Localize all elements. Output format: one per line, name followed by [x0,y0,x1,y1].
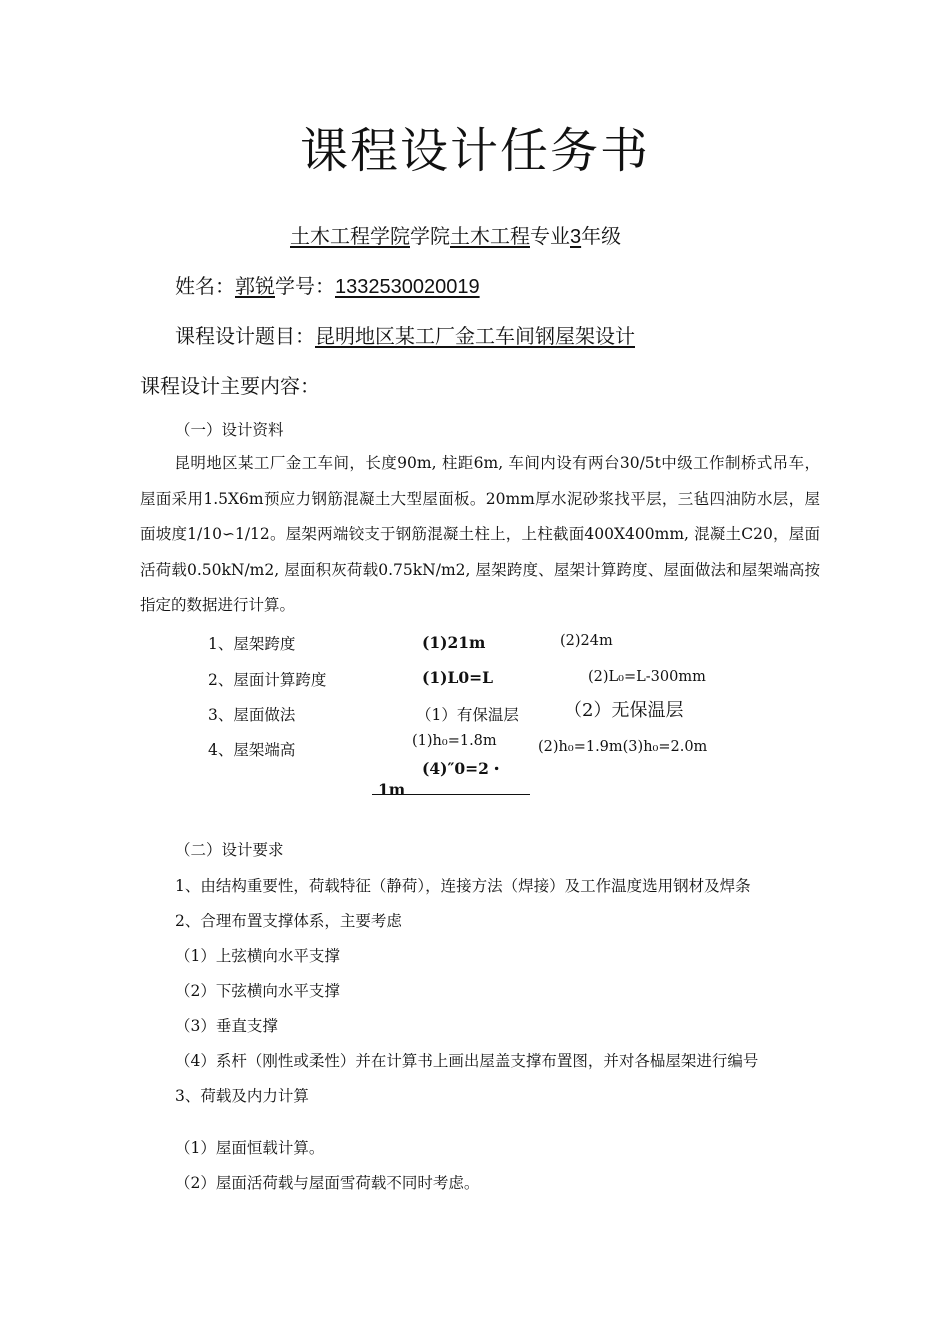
topic-value: 昆明地区某工厂金工车间钢屋架设计 [315,324,635,348]
major-name: 土木工程 [450,224,530,248]
list-item: （3）垂直支撑 [175,1017,278,1035]
param-option: （2）无保温层 [564,700,684,721]
param-label: 1、屋架跨度 [208,635,296,653]
main-content-heading: 课程设计主要内容： [140,374,320,398]
param-label: 3、屋面做法 [208,706,296,724]
param-option: (1)h₀=1.8m [412,733,497,749]
school-name: 土木工程学院 [290,224,410,248]
list-item: 2、合理布置支撑体系，主要考虑 [175,912,402,930]
underline-divider [372,794,530,795]
student-id: 1332530020019 [335,276,480,298]
section1-paragraph-text: 昆明地区某工厂金工车间，长度90m, 柱距6m, 车间内设有两台30/5t中级工作制桥式吊车，屋面采用1.5X6m预应力钢筋混凝土大型屋面板。20mm厚水泥砂浆找平层，三毡四油防水层，屋面坡度1/10∽1/12。屋架两端铰支于钢筋混凝土柱上，上柱截面400X400mm, 混凝土C20，屋面活荷载0.50kN/m2, 屋面积灰荷载0.75kN/m2, 屋架跨度、屋架计算跨度、屋面做法和屋架端高按指定的数据进行计算。 [140,454,820,614]
name-label: 姓名： [175,274,235,298]
class-info-line [290,220,621,249]
section1-paragraph [140,446,820,624]
list-item: （1）屋面恒载计算。 [175,1139,325,1157]
section2-heading: （二）设计要求 [175,841,284,859]
student-name: 郭锐 [235,274,275,298]
grade-suffix: 年级 [581,224,622,248]
param-option: (2)L₀=L-300mm [588,669,706,685]
param-label: 4、屋架端高 [208,741,296,759]
param-option: (1)L0=L [422,668,494,687]
school-suffix: 学院 [410,224,450,248]
student-line [175,270,480,299]
param-option: (1)21m [422,633,486,652]
list-item: （4）系杆（刚性或柔性）并在计算书上画出屋盖支撑布置图，并对各榀屋架进行编号 [175,1052,759,1070]
document-title: 课程设计任务书 [299,123,650,179]
param-option: （1）有保温层 [416,706,519,724]
major-suffix: 专业 [530,224,570,248]
topic-line [175,320,635,349]
param-option: (2)24m [560,633,613,649]
param-option: (4)″0=2・ [422,759,505,778]
topic-label: 课程设计题目： [175,324,315,348]
param-option: (2)h₀=1.9m(3)h₀=2.0m [538,739,708,755]
section1-heading: （一）设计资料 [175,421,284,439]
list-item: 3、荷载及内力计算 [175,1087,309,1105]
param-option-tail: 1m [378,780,406,799]
list-item: （2）下弦横向水平支撑 [175,982,340,1000]
id-label: 学号： [275,274,335,298]
list-item: （1）上弦横向水平支撑 [175,947,340,965]
list-item: （2）屋面活荷载与屋面雪荷载不同时考虑。 [175,1174,480,1192]
grade-number: 3 [570,226,582,248]
list-item: 1、由结构重要性，荷载特征（静荷），连接方法（焊接）及工作温度选用钢材及焊条 [175,877,751,895]
param-label: 2、屋面计算跨度 [208,671,327,689]
